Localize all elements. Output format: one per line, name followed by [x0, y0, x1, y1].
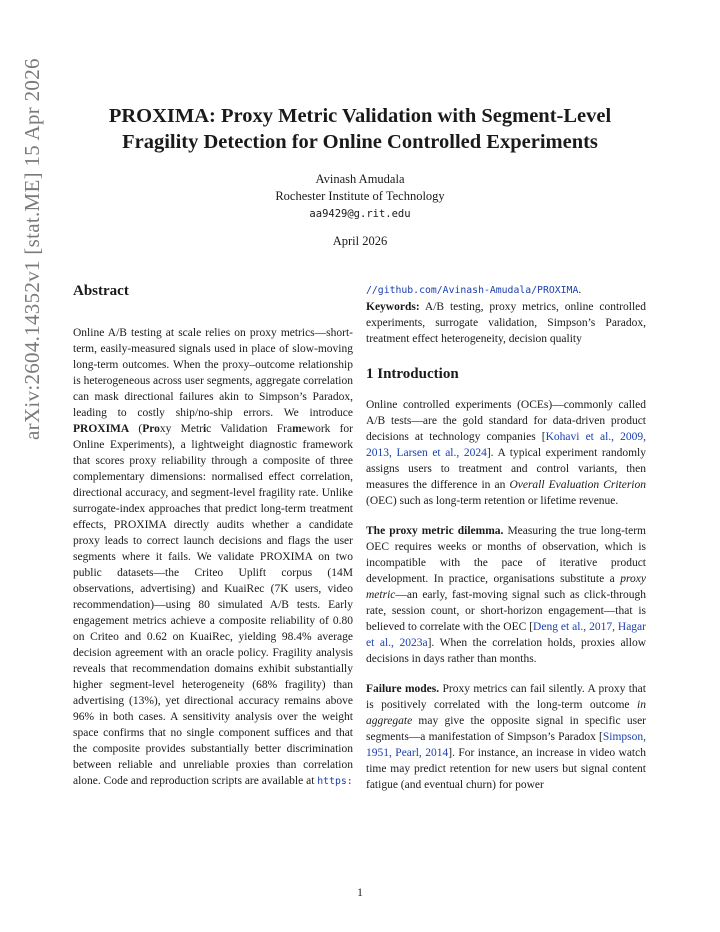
code-link-end[interactable]: //github.com/Avinash-Amudala/PROXIMA	[366, 285, 579, 296]
dilemma-label: The proxy metric dilemma.	[366, 525, 504, 537]
failure-modes-label: Failure modes.	[366, 683, 440, 695]
abstract-heading: Abstract	[73, 283, 129, 299]
author-email: aa9429@g.rit.edu	[309, 208, 411, 220]
author-affiliation: Rochester Institute of Technology	[275, 189, 445, 203]
keywords: Keywords: A/B testing, proxy metrics, online controlled experiments, surrogate validation, Simpson’s Paradox, treatment effect heterogeneity, decision quality	[366, 301, 646, 345]
title-line-2: Fragility Detection for Online Controlled Experiments	[122, 131, 598, 153]
arxiv-identifier: arXiv:2604.14352v1 [stat.ME] 15 Apr 2026	[20, 58, 44, 440]
paper-date: April 2026	[332, 234, 388, 248]
code-link-start[interactable]: https:	[317, 776, 353, 787]
citation-kohavi[interactable]: Kohavi et al., 2009, 2013, Larsen et al., 2024	[366, 431, 646, 459]
title-line-1: PROXIMA: Proxy Metric Validation with Segment-Level	[108, 105, 612, 127]
abstract-text: Online A/B testing at scale relies on proxy metrics—short-term, easily-measured signals used in place of slow-moving long-term outcomes. When the proxy–outcome relationship is heterogeneous across user segments, aggregate correlation can mask directional failures akin to Simpson’s Paradox, leading to costly ship/no-ship errors. We introduce PROXIMA (Proxy Metric Validation Framework for Online Experiments), a lightweight diagnostic framework that scores proxy reliability through a composite of three complementary dimensions: normalised effect correlation, directional accuracy, and segment-level fragility rate. Unlike surrogate-index approaches that predict long-term treatment effects, PROXIMA directly audits whether a candidate proxy leads to correct launch decisions and flags the user segments where it fails. We validate PROXIMA on two public datasets—the Criteo Uplift corpus (14M observations, advertising) and KuaiRec (7K users, video recommendation)—using 80 simulated A/B tests. Early engagement metrics achieve a composite reliability of 0.80 on Criteo and 0.62 on KuaiRec, yielding 98.4% average decision agreement with an oracle policy. Fragility analysis reveals that recommendation domains exhibit substantially higher segment-level heterogeneity (68% fragility) than advertising (13%), yet directional accuracy remains above 96% in both cases. A sensitivity analysis over the weight space confirms that no single component suffices and that the composite provides substantially better discrimination between reliable and unreliable proxies than correlation alone. Code and reproduction scripts are available at https:	[73, 327, 353, 787]
right-column	[366, 282, 646, 793]
page-number: 1	[357, 887, 363, 899]
failure-modes-paragraph: Failure modes. Proxy metrics can fail silently. A proxy that is positively correlated with the long-term outcome in aggregate may give the opposite signal in specific user segments—a manifestation of Simpson’s Paradox [Simpson, 1951, Pearl, 2014]. For instance, an increase in video watch time may predict retention for new users but signal content fatigue (and eventual churn) for power	[366, 683, 646, 791]
author-name: Avinash Amudala	[315, 172, 405, 186]
code-link-line: //github.com/Avinash-Amudala/PROXIMA.	[366, 284, 582, 296]
section-heading-introduction: 1 Introduction	[366, 366, 459, 382]
citation-simpson[interactable]: Simpson, 1951, Pearl, 2014	[366, 731, 646, 759]
dilemma-paragraph: The proxy metric dilemma. Measuring the true long-term OEC requires weeks or months of observation, which is incompatible with the pace of iterative product development. In practice, organisations substitute a proxy metric—an early, fast-moving signal such as click-through rate, session count, or short-horizon engagement—that is believed to correlate with the OEC [Deng et al., 2017, Hagar et al., 2023a]. When the correlation holds, proxies allow decisions in days rather than months.	[366, 525, 647, 665]
abstract-column	[73, 282, 353, 790]
paper-title	[60, 103, 660, 155]
keywords-label: Keywords:	[366, 301, 420, 313]
citation-deng[interactable]: Deng et al., 2017, Hagar et al., 2023a	[366, 621, 646, 649]
intro-paragraph: Online controlled experiments (OCEs)—commonly called A/B tests—are the gold standard for data-driven product decisions at technology companies [Kohavi et al., 2009, 2013, Larsen et al., 2024]. A typical experiment randomly assigns users to treatment and control variants, then measures the difference in an Overall Evaluation Criterion (OEC) such as long-term retention or lifetime revenue.	[366, 399, 647, 507]
